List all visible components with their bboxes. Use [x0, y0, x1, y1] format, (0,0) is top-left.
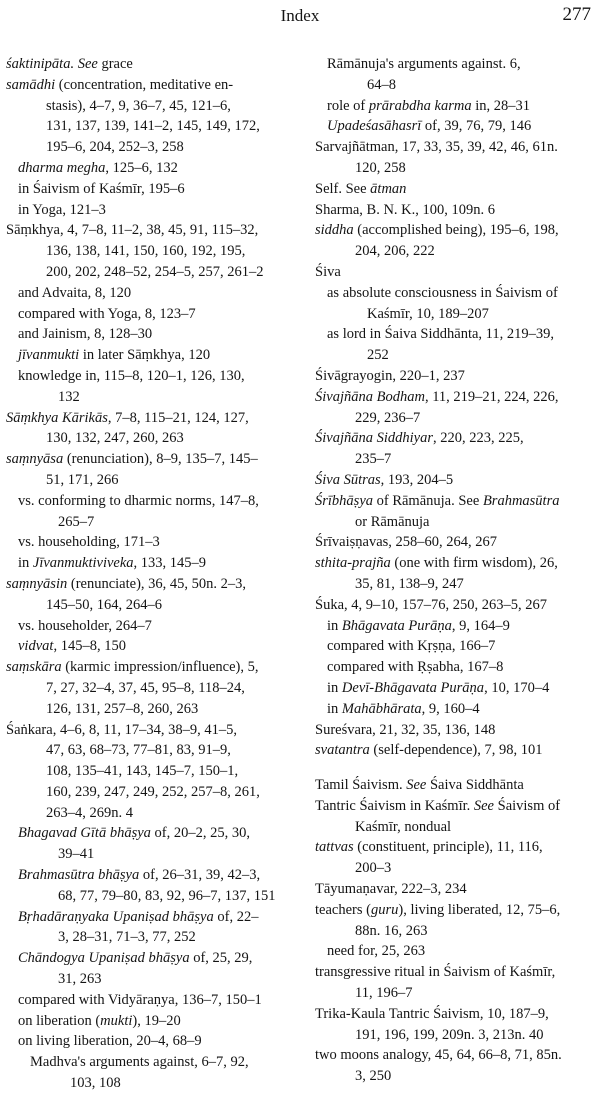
index-subentry: in Śaivism of Kaśmīr, 195–6 [18, 180, 185, 197]
index-subentry: Madhva's arguments against, 6–7, 92, [30, 1054, 249, 1071]
index-entry: Śiva [315, 263, 341, 280]
index-subentry: compared with Ṛṣabha, 167–8 [327, 659, 504, 676]
index-entry-continuation: 130, 132, 247, 260, 263 [46, 430, 184, 447]
index-entry-continuation: or Rāmānuja [355, 513, 430, 530]
index-entry: transgressive ritual in Śaivism of Kaśmīr, [315, 964, 556, 981]
index-subentry: Rāmānuja's arguments against. 6, [327, 56, 521, 72]
index-entry-continuation: 136, 138, 141, 150, 160, 192, 195, [46, 243, 246, 260]
index-entry-continuation: 263–4, 269n. 4 [46, 804, 133, 821]
index-entry: Tāyumaṇavar, 222–3, 234 [315, 881, 467, 898]
index-entry-continuation: 88n. 16, 263 [355, 922, 428, 939]
index-entry: teachers (guru), living liberated, 12, 75–6, [315, 901, 561, 918]
index-entry: tattvas (constituent, principle), 11, 116, [315, 839, 543, 856]
index-subentry: vs. conforming to dharmic norms, 147–8, [18, 492, 259, 509]
index-entry: Śuka, 4, 9–10, 157–76, 250, 263–5, 267 [315, 596, 547, 613]
index-entry-continuation: 64–8 [367, 76, 396, 93]
index-entry: svatantra (self-dependence), 7, 98, 101 [315, 742, 543, 759]
index-subentry: compared with Vidyāraṇya, 136–7, 150–1 [18, 991, 262, 1008]
index-subentry: in Devī-Bhāgavata Purāṇa, 10, 170–4 [327, 679, 550, 696]
entry-group-gap [315, 761, 599, 775]
index-column-right [315, 54, 599, 1087]
index-entry-continuation: 31, 263 [58, 971, 102, 988]
index-subentry: and Advaita, 8, 120 [18, 284, 132, 301]
index-subentry: as absolute consciousness in Śaivism of [327, 284, 558, 301]
index-entry-continuation: 3, 250 [355, 1068, 392, 1085]
index-subentry: on liberation (mukti), 19–20 [18, 1012, 181, 1029]
index-subentry: jīvanmukti in later Sāṃkhya, 120 [18, 347, 211, 364]
index-entry: Śrībhāṣya of Rāmānuja. See Brahmasūtra [315, 492, 560, 509]
index-entry: Śivajñāna Bodham, 11, 219–21, 224, 226, [315, 388, 559, 405]
index-entry-continuation: 204, 206, 222 [355, 243, 435, 260]
index-entry-continuation: 11, 196–7 [355, 985, 413, 1002]
index-entry: Sarvajñātman, 17, 33, 35, 39, 42, 46, 61n. [315, 139, 558, 156]
index-subentry: knowledge in, 115–8, 120–1, 126, 130, [18, 367, 245, 384]
index-subentry: vidvat, 145–8, 150 [18, 638, 126, 655]
index-entry-continuation: 191, 196, 199, 209n. 3, 213n. 40 [355, 1026, 544, 1043]
index-entry: Tantric Śaivism in Kaśmīr. See Śaivism of [315, 797, 561, 814]
index-entry: Śivajñāna Siddhiyar, 220, 223, 225, [315, 430, 524, 447]
index-subentry: Upadeśasāhasrī of, 39, 76, 79, 146 [327, 118, 532, 135]
index-entry: sthita-prajña (one with firm wisdom), 26, [315, 555, 558, 572]
index-entry: Śiva Sūtras, 193, 204–5 [315, 471, 454, 488]
index-entry-continuation: 252 [367, 347, 389, 364]
index-entry-continuation: 3, 28–31, 71–3, 77, 252 [58, 929, 196, 946]
index-entry-continuation: 265–7 [58, 513, 95, 530]
index-entry: two moons analogy, 45, 64, 66–8, 71, 85n. [315, 1047, 562, 1064]
index-entry: Śaṅkara, 4–6, 8, 11, 17–34, 38–9, 41–5, [6, 721, 238, 738]
index-entry-continuation: 200–3 [355, 860, 392, 877]
index-column-left [6, 54, 302, 1094]
index-subentry: in Jīvanmuktiviveka, 133, 145–9 [18, 555, 207, 572]
index-entry: Sharma, B. N. K., 100, 109n. 6 [315, 201, 496, 218]
index-subentry: compared with Yoga, 8, 123–7 [18, 305, 196, 322]
index-entry: Sureśvara, 21, 32, 35, 136, 148 [315, 721, 496, 738]
index-subentry: in Mahābhārata, 9, 160–4 [327, 700, 480, 717]
index-subentry: on living liberation, 20–4, 68–9 [18, 1033, 202, 1050]
page-number: 277 [562, 4, 591, 25]
index-entry-continuation: 120, 258 [355, 159, 406, 176]
index-subentry: Bhagavad Gītā bhāṣya of, 20–2, 25, 30, [18, 825, 250, 842]
index-subentry: Chāndogya Upaniṣad bhāṣya of, 25, 29, [18, 950, 253, 967]
index-entry-continuation: 68, 77, 79–80, 83, 92, 96–7, 137, 151 [58, 887, 276, 904]
index-subentry: dharma megha, 125–6, 132 [18, 159, 178, 176]
index-subentry: and Jainism, 8, 128–30 [18, 326, 153, 343]
index-entry-continuation: 145–50, 164, 264–6 [46, 596, 162, 613]
page-header [0, 0, 600, 30]
index-subentry: in Yoga, 121–3 [18, 201, 106, 218]
index-entry-continuation: Kaśmīr, 10, 189–207 [367, 305, 489, 322]
index-entry-continuation: 51, 171, 266 [46, 471, 119, 488]
index-entry-continuation: 160, 239, 247, 249, 252, 257–8, 261, [46, 783, 260, 800]
index-entry-continuation: 108, 135–41, 143, 145–7, 150–1, [46, 763, 239, 780]
index-entry-continuation: 126, 131, 257–8, 260, 263 [46, 700, 199, 717]
index-subentry: role of prārabdha karma in, 28–31 [327, 97, 530, 114]
index-entry-continuation: 132 [58, 388, 80, 405]
index-entry-continuation: 195–6, 204, 252–3, 258 [46, 139, 184, 156]
index-entry: śaktinipāta. See grace [6, 56, 133, 72]
index-entry: Trika-Kaula Tantric Śaivism, 10, 187–9, [315, 1005, 549, 1022]
index-entry-continuation: stasis), 4–7, 9, 36–7, 45, 121–6, [46, 97, 231, 114]
index-subentry: compared with Kṛṣṇa, 166–7 [327, 638, 496, 655]
index-entry: Self. See ātman [315, 180, 407, 197]
index-entry: siddha (accomplished being), 195–6, 198, [315, 222, 559, 239]
index-entry-continuation: Kaśmīr, nondual [355, 818, 452, 835]
index-entry-continuation: 229, 236–7 [355, 409, 421, 426]
index-entry-continuation: 200, 202, 248–52, 254–5, 257, 261–2 [46, 263, 264, 280]
index-subentry: vs. householder, 264–7 [18, 617, 152, 634]
index-subentry: Brahmasūtra bhāṣya of, 26–31, 39, 42–3, [18, 867, 261, 884]
index-subentry: in Bhāgavata Purāṇa, 9, 164–9 [327, 617, 510, 634]
index-subentry: need for, 25, 263 [327, 943, 426, 960]
index-entry-continuation: 235–7 [355, 451, 392, 468]
index-entry: samādhi (concentration, meditative en- [6, 76, 234, 93]
index-entry-continuation: 103, 108 [70, 1075, 121, 1092]
index-subentry: vs. householding, 171–3 [18, 534, 160, 551]
index-entry: saṃskāra (karmic impression/influence), 5, [6, 659, 259, 676]
index-entry: Śrīvaiṣṇavas, 258–60, 264, 267 [315, 534, 498, 551]
index-entry: saṃnyāsa (renunciation), 8–9, 135–7, 145– [6, 451, 258, 468]
index-entry: saṃnyāsin (renunciate), 36, 45, 50n. 2–3, [6, 575, 247, 592]
index-subentry: Bṛhadāraṇyaka Upaniṣad bhāṣya of, 22– [18, 908, 259, 925]
index-entry: Sāṃkhya, 4, 7–8, 11–2, 38, 45, 91, 115–32, [6, 222, 259, 239]
index-entry-continuation: 7, 27, 32–4, 37, 45, 95–8, 118–24, [46, 679, 245, 696]
index-entry: Śivāgrayogin, 220–1, 237 [315, 367, 465, 384]
index-entry: Tamil Śaivism. See Śaiva Siddhānta [315, 777, 524, 794]
index-entry-continuation: 35, 81, 138–9, 247 [355, 575, 464, 592]
index-entry: Sāṃkhya Kārikās, 7–8, 115–21, 124, 127, [6, 409, 249, 426]
index-entry-continuation: 47, 63, 68–73, 77–81, 83, 91–9, [46, 742, 231, 759]
index-entry-continuation: 39–41 [58, 846, 95, 863]
index-subentry: as lord in Śaiva Siddhānta, 11, 219–39, [327, 326, 555, 343]
running-head: Index [280, 6, 320, 25]
index-entry-continuation: 131, 137, 139, 141–2, 145, 149, 172, [46, 118, 260, 135]
